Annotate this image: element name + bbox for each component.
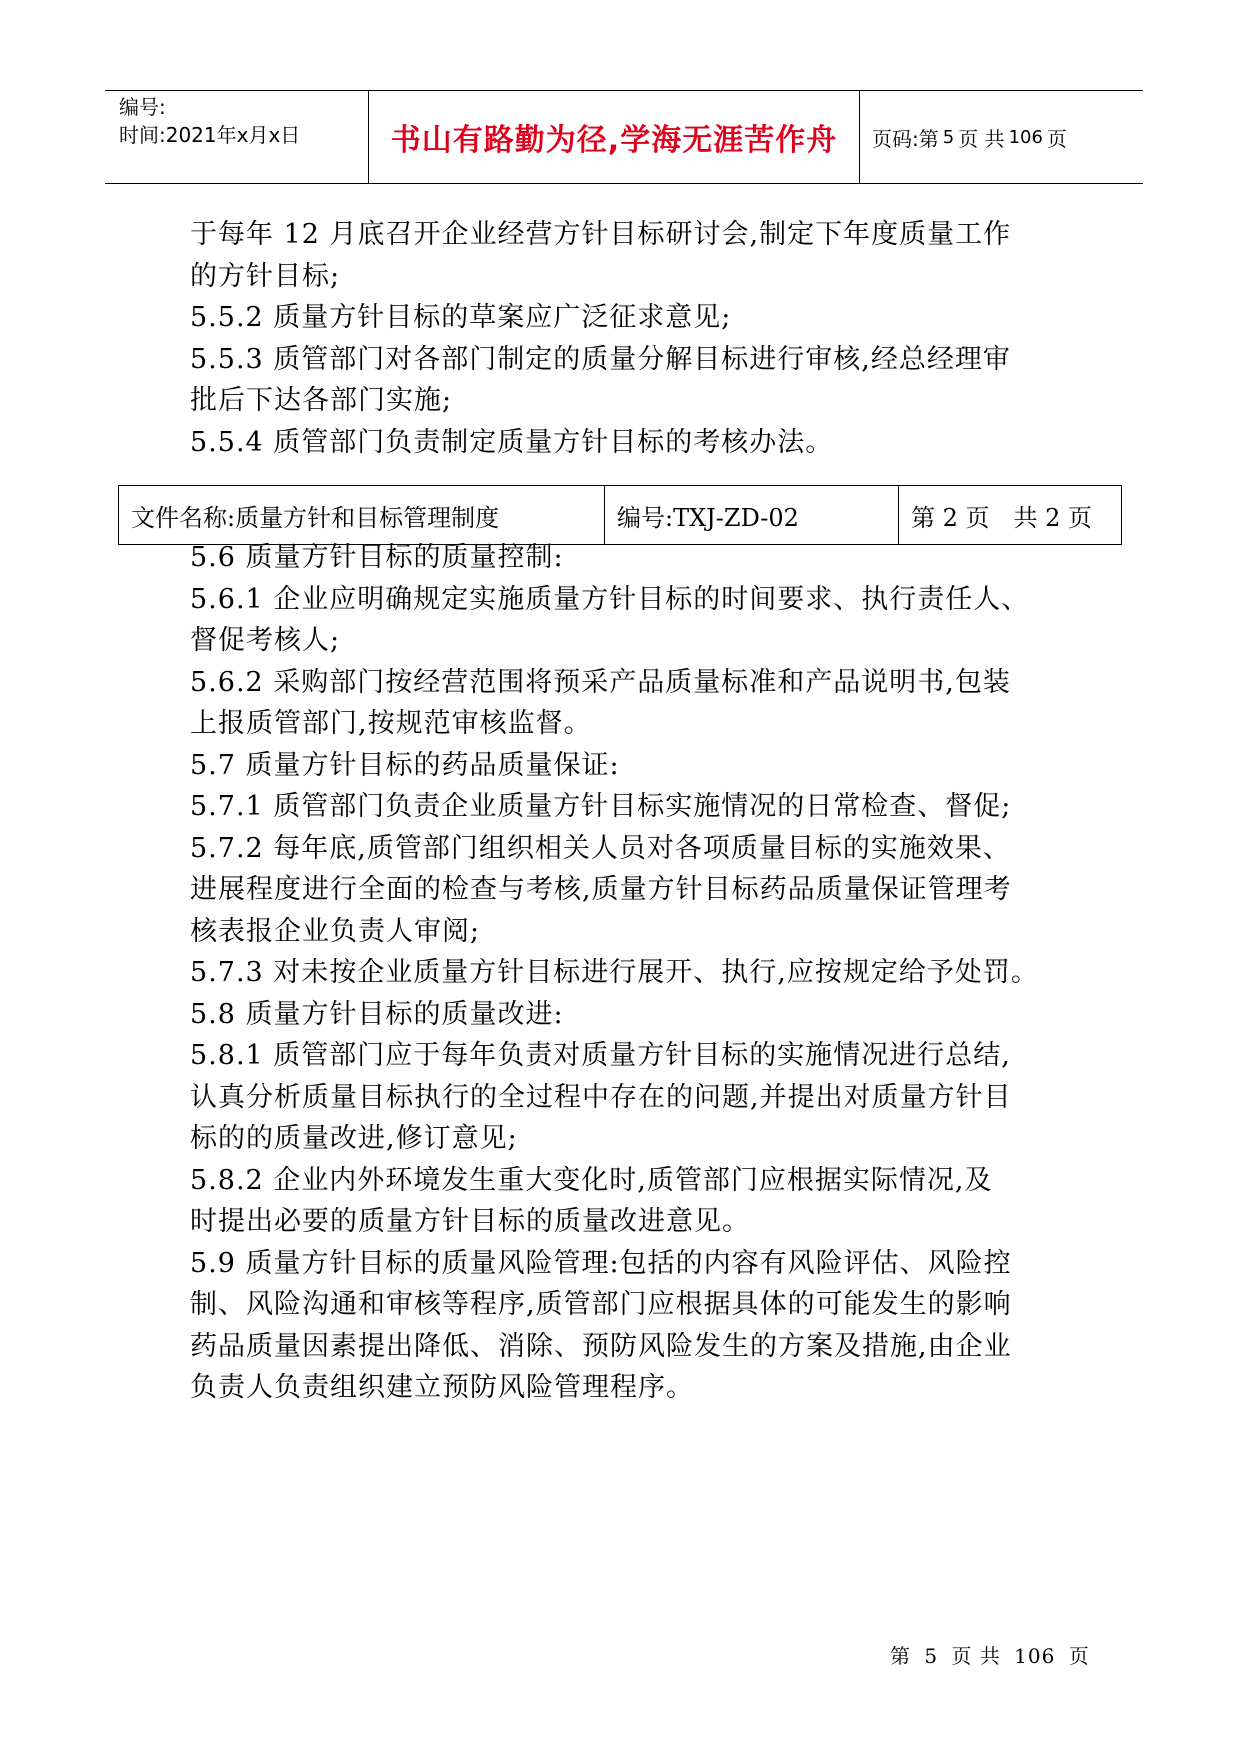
body-line: 5.9 质量方针目标的质量风险管理:包括的内容有风险评估、风险控 — [190, 1247, 1012, 1279]
header-number-label: 编号: — [119, 95, 166, 119]
body-line: 5.7 质量方针目标的药品质量保证: — [190, 749, 620, 781]
body-line: 进展程度进行全面的检查与考核,质量方针目标药品质量保证管理考 — [190, 874, 1012, 905]
body-line: 5.7.3 对未按企业质量方针目标进行展开、执行,应按规定给予处罚。 — [190, 957, 1039, 988]
header-page-middle: 页 共 — [958, 126, 1005, 151]
body-line: 5.6.2 采购部门按经营范围将预采产品质量标准和产品说明书,包装 — [190, 666, 1011, 698]
header-page-prefix: 页码:第 — [872, 126, 939, 151]
body-line: 时提出必要的质量方针目标的质量改进意见。 — [190, 1206, 750, 1237]
file-name-cell: 文件名称:质量方针和目标管理制度 — [119, 486, 605, 544]
body-line: 负责人负责组织建立预防风险管理程序。 — [190, 1372, 694, 1403]
body-line: 制、风险沟通和审核等程序,质管部门应根据具体的可能发生的影响 — [190, 1289, 1012, 1320]
header-page-suffix: 页 — [1046, 126, 1067, 151]
header-motto: 书山有路勤为径,学海无涯苦作舟 — [369, 91, 860, 183]
file-code-cell: 编号:TXJ-ZD-02 — [605, 486, 899, 544]
header-page-total: 106 — [1008, 126, 1043, 148]
footer-middle: 页 共 — [951, 1644, 1001, 1668]
body-line: 批后下达各部门实施; — [190, 385, 453, 416]
body-line: 5.8.1 质管部门应于每年负责对质量方针目标的实施情况进行总结, — [190, 1040, 1011, 1071]
body-line: 标的的质量改进,修订意见; — [190, 1123, 518, 1154]
body-line: 认真分析质量目标执行的全过程中存在的问题,并提出对质量方针目 — [190, 1081, 1012, 1113]
body-line: 的方针目标; — [190, 260, 341, 292]
file-info-table — [118, 485, 1122, 545]
body-line: 5.5.3 质管部门对各部门制定的质量分解目标进行审核,经总经理审 — [190, 343, 1011, 375]
page-footer — [890, 1640, 1096, 1669]
body-section-b — [190, 537, 1070, 1409]
footer-page-total: 106 — [1014, 1644, 1056, 1668]
body-line: 督促考核人; — [190, 625, 341, 656]
footer-page-current: 5 — [924, 1644, 939, 1668]
file-pages-cell: 第 2 页 共 2 页 — [911, 503, 1093, 532]
header-page-indicator — [860, 91, 1143, 183]
body-line: 核表报企业负责人审阅; — [190, 915, 481, 947]
body-section-a — [190, 214, 1070, 463]
body-line: 5.5.2 质量方针目标的草案应广泛征求意见; — [190, 302, 732, 333]
header-time-label: 时间:2021年x月x日 — [119, 123, 301, 147]
body-line: 5.8 质量方针目标的质量改进: — [190, 998, 564, 1030]
body-line: 药品质量因素提出降低、消除、预防风险发生的方案及措施,由企业 — [190, 1330, 1012, 1362]
body-line: 5.7.2 每年底,质管部门组织相关人员对各项质量目标的实施效果、 — [190, 832, 1011, 864]
footer-suffix: 页 — [1068, 1644, 1090, 1668]
page-header — [105, 90, 1143, 184]
body-line: 于每年 12 月底召开企业经营方针目标研讨会,制定下年度质量工作 — [190, 219, 1012, 250]
header-page-current: 5 — [942, 126, 955, 148]
header-meta — [105, 91, 369, 183]
body-line: 5.6.1 企业应明确规定实施质量方针目标的时间要求、执行责任人、 — [190, 583, 1030, 615]
body-line: 上报质管部门,按规范审核监督。 — [190, 708, 592, 739]
footer-prefix: 第 — [890, 1644, 911, 1668]
body-line: 5.6 质量方针目标的质量控制: — [190, 542, 564, 573]
body-line: 5.8.2 企业内外环境发生重大变化时,质管部门应根据实际情况,及 — [190, 1164, 993, 1196]
body-line: 5.7.1 质管部门负责企业质量方针目标实施情况的日常检查、督促; — [190, 791, 1012, 822]
body-line: 5.5.4 质管部门负责制定质量方针目标的考核办法。 — [190, 426, 834, 458]
